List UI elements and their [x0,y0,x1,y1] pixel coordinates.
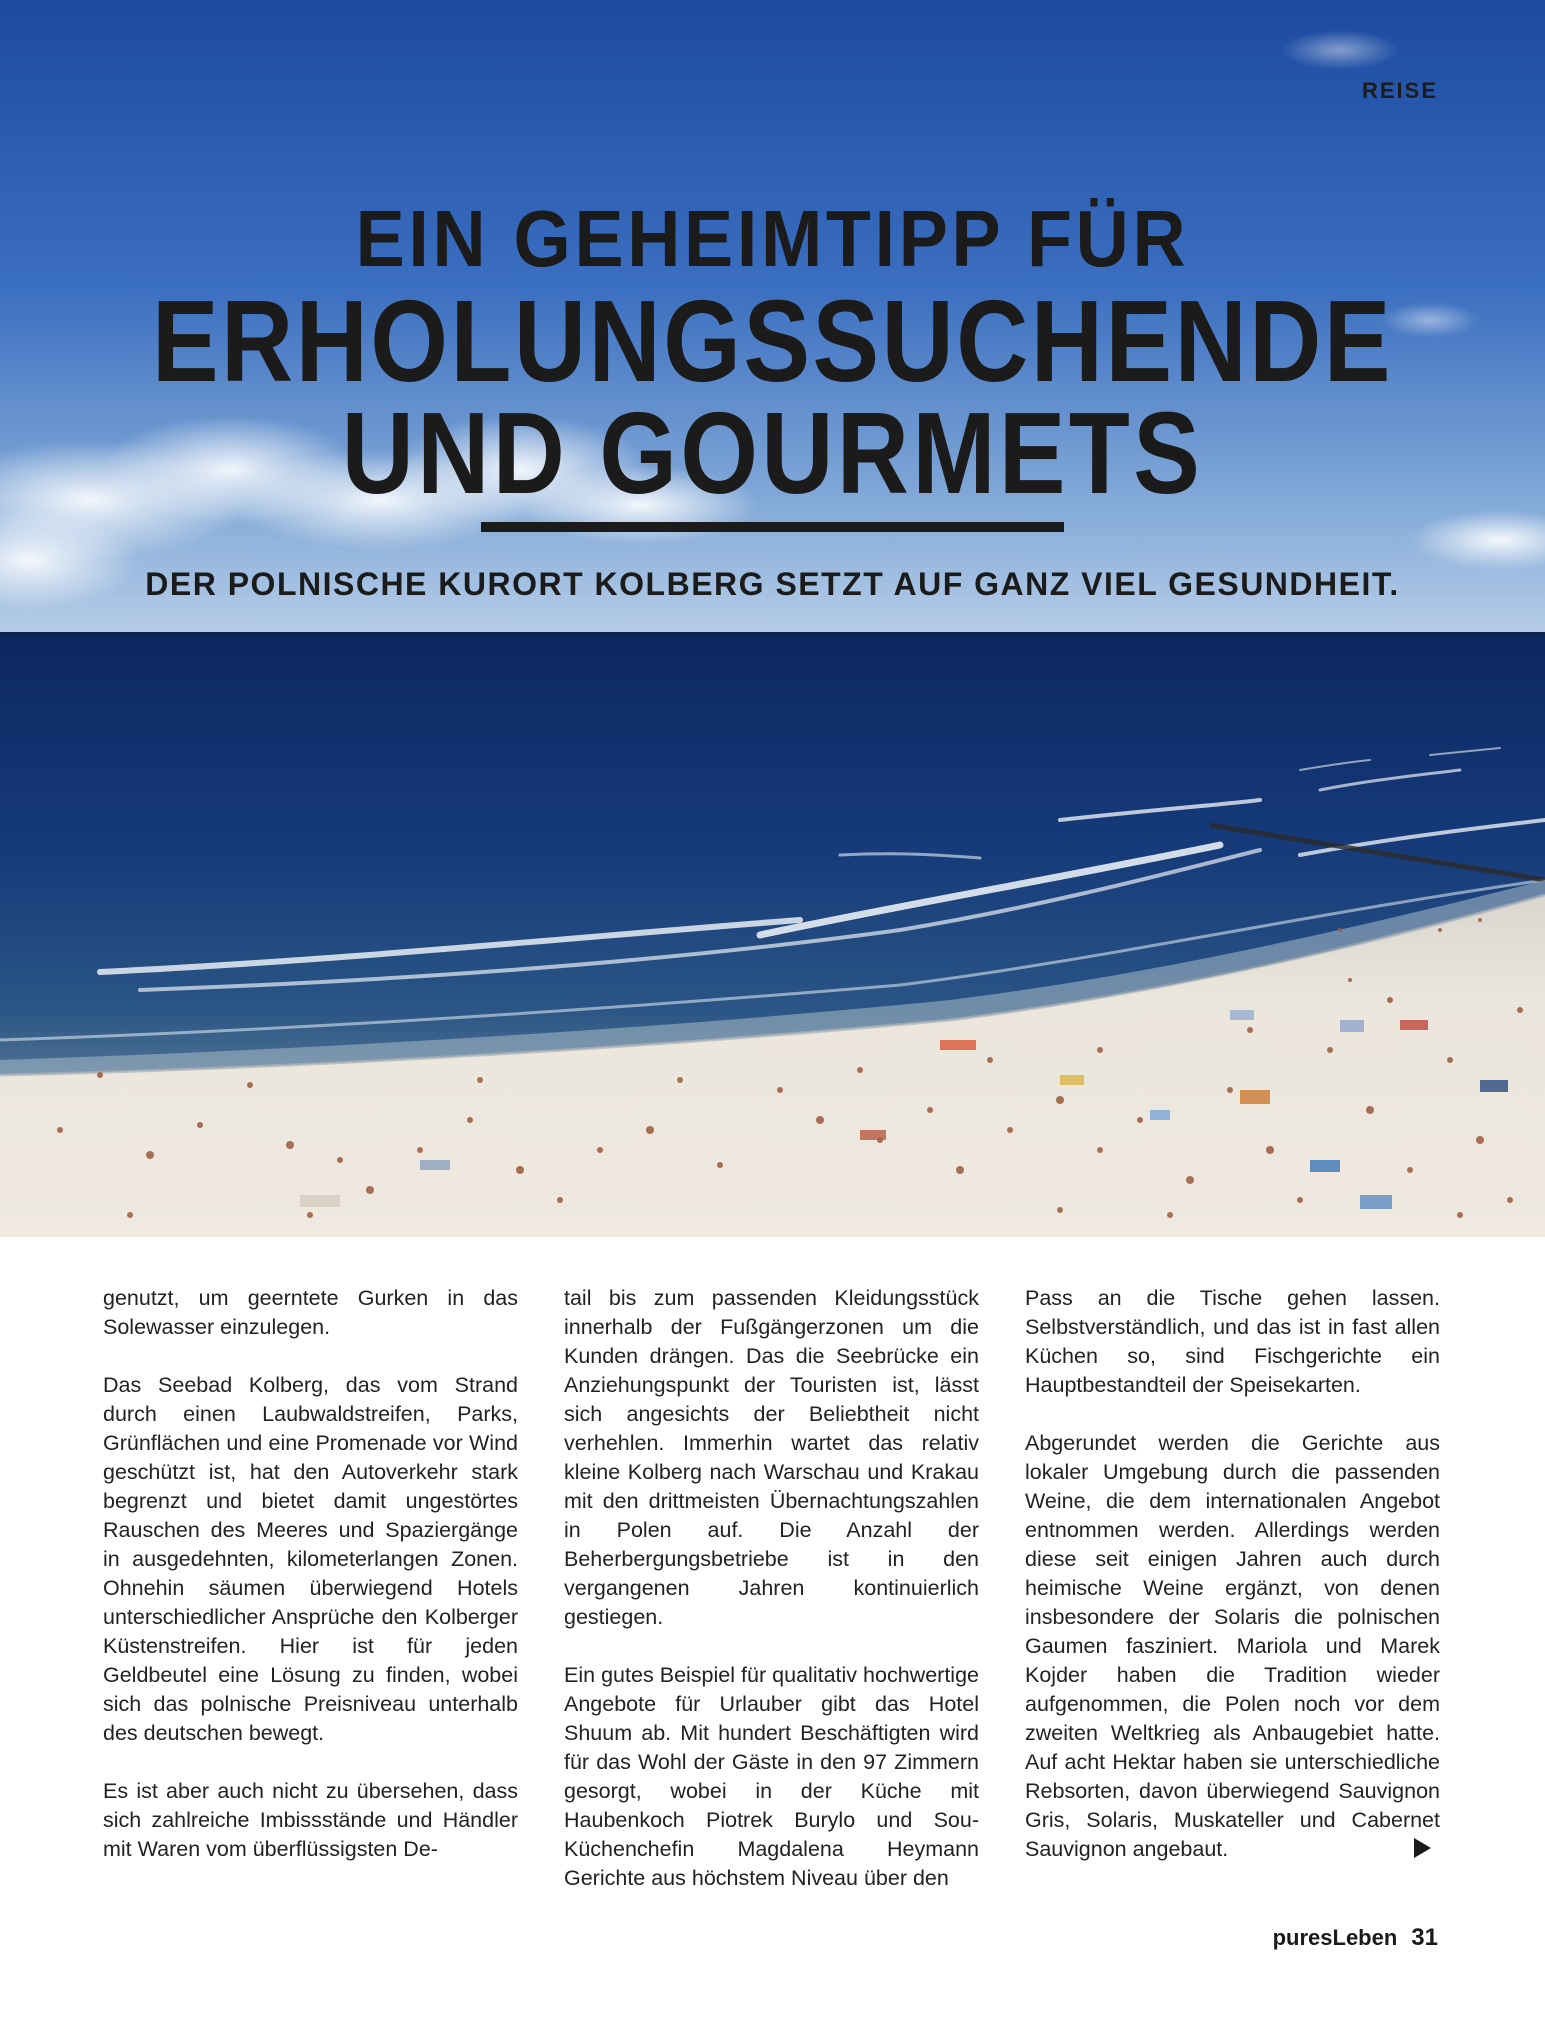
continue-arrow-icon [1414,1838,1431,1858]
page-footer [1273,1924,1438,1952]
paragraph: tail bis zum passenden Kleidungsstück innerhalb der Fußgängerzonen um die Kunden drängen. Das die Seebrücke ein Anziehungspunkt der Touristen ist, lässt sich angesichts der Beliebtheit nicht verhehlen. Immerhin wartet das relativ kleine Kolberg nach Warschau und Krakau mit den drittmeisten Übernachtungszahlen in Polen auf. Die Anzahl der Beherbergungsbetriebe ist in den vergangenen Jahren kontinuierlich gestiegen. [564,1286,979,1629]
headline-line-2: ERHOLUNGSSUCHENDE [151,276,1394,406]
headline-rule [481,522,1064,532]
paragraph: genutzt, um geerntete Gurken in das Solewasser einzulegen. [103,1286,518,1339]
paragraph: Abgerundet werden die Gerichte aus lokaler Umgebung durch die passenden Weine, die dem internationalen Angebot entnommen werden. Allerdings werden diese seit einigen Jahren auch durch heimische Weine ergänzt, von denen insbesondere der Solaris die polnischen Gaumen fasziniert. Mariola und Marek Kojder haben die Tradition wieder aufgenommen, die Polen noch vor dem zweiten Weltkrieg als Anbaugebiet hatte. Auf acht Hektar haben sie unterschiedliche Rebsorten, davon überwiegend Sauvignon Gris, Solaris, Muskateller und Cabernet Sauvignon angebaut. [1025,1431,1440,1861]
paragraph: Es ist aber auch nicht zu übersehen, dass sich zahlreiche Imbissstände und Händler mit Waren vom überflüssigsten De- [103,1779,518,1861]
paragraph: Pass an die Tische gehen lassen. Selbstverständlich, und das ist in fast allen Küchen so, sind Fischgerichte ein Hauptbestandteil der Speisekarten. [1025,1286,1440,1397]
text-column-2 [564,1284,979,1893]
text-column-3 [1025,1284,1440,1864]
page-number: 31 [1411,1924,1438,1951]
headline-line-3: UND GOURMETS [341,388,1204,518]
paragraph: Das Seebad Kolberg, das vom Strand durch einen Laubwaldstreifen, Parks, Grünflächen und eine Promenade vor Wind geschützt ist, hat den Autoverkehr stark begrenzt und bietet damit ungestörtes Rauschen des Meeres und Spaziergänge in ausgedehnten, kilometerlangen Zonen. Ohnehin säumen überwiegend Hotels unterschiedlicher Ansprüche den Kolberger Küstenstreifen. Hier ist für jeden Geldbeutel eine Lösung zu finden, wobei sich das polnische Preisniveau unterhalb des deutschen bewegt. [103,1373,518,1745]
section-label: REISE [1361,78,1438,103]
headline-line-1: EIN GEHEIMTIPP FÜR [355,194,1190,283]
paragraph: Ein gutes Beispiel für qualitativ hochwertige Angebote für Urlauber gibt das Hotel Shuum ab. Mit hundert Beschäftigten wird für das Wohl der Gäste in den 97 Zimmern gesorgt, wobei in der Küche mit Haubenkoch Piotrek Burylo und Sou-Küchenchefin Magdalena Heymann Gerichte aus höchstem Niveau über den [564,1663,979,1890]
magazine-name: puresLeben [1272,1925,1398,1950]
text-column-1 [103,1284,518,1864]
headline [0,194,1545,518]
subheadline: DER POLNISCHE KURORT KOLBERG SETZT AUF GANZ VIEL GESUNDHEIT. [145,566,1400,602]
